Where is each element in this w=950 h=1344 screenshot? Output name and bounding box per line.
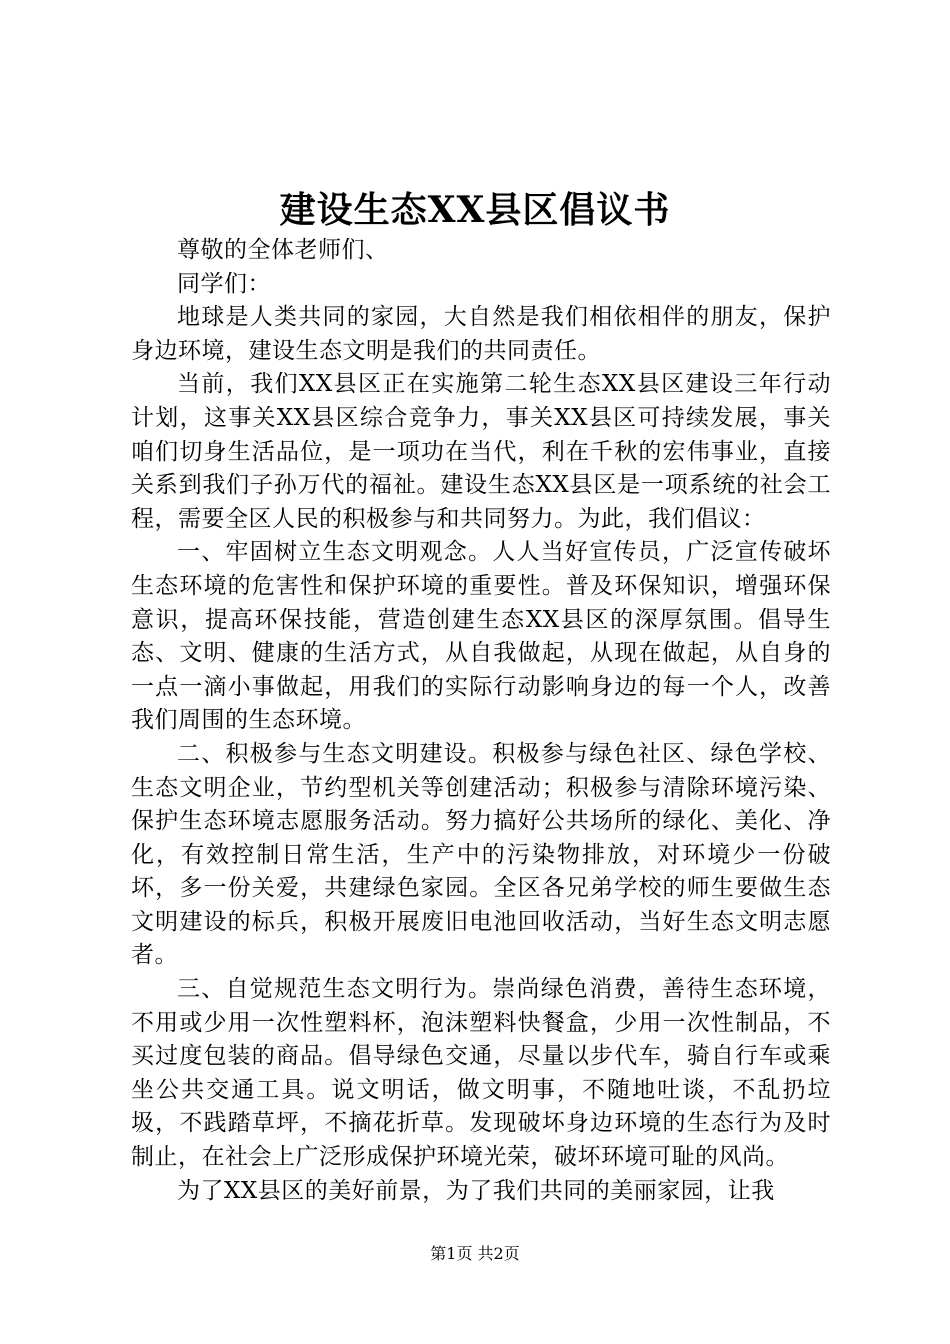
salutation-line-1: 尊敬的全体老师们、 — [177, 237, 389, 263]
body-paragraph: 三、自觉规范生态文明行为。崇尚绿色消费，善待生态环境，不用或少用一次性塑料杯，泡沫塑料快餐盒，少用一次性制品，不买过度包装的商品。倡导绿色交通，尽量以步代车，骑自行车或乘坐公共交通工具。说文明话，做文明事，不随地吐谈，不乱扔垃圾，不践踏草坪，不摘花折草。发现破坏身边环境的生态行为及时制止，在社会上广泛形成保护环境光荣，破坏环境可耻的风尚。 — [131, 976, 831, 1171]
body-paragraph: 地球是人类共同的家园，大自然是我们相依相伴的朋友，保护身边环境，建设生态文明是我们的共同责任。 — [131, 304, 831, 364]
page-footer: 第1页 共2页 — [430, 1244, 520, 1263]
document-body — [131, 234, 831, 1208]
salutation-line-2: 同学们： — [177, 270, 271, 297]
body-paragraph: 当前，我们XX县区正在实施第二轮生态XX县区建设三年行动计划，这事关XX县区综合竞争力，事关XX县区可持续发展，事关咱们切身生活品位，是一项功在当代，利在千秋的宏伟事业，直接关系到我们子孙万代的福祉。建设生态XX县区是一项系统的社会工程，需要全区人民的积极参与和共同努力。为此，我们倡议： — [131, 371, 831, 532]
body-paragraph: 二、积极参与生态文明建设。积极参与绿色社区、绿色学校、生态文明企业，节约型机关等创建活动；积极参与清除环境污染、保护生态环境志愿服务活动。努力搞好公共场所的绿化、美化、净化，有效控制日常生活，生产中的污染物排放，对环境少一份破坏，多一份关爱，共建绿色家园。全区各兄弟学校的师生要做生态文明建设的标兵，积极开展废旧电池回收活动，当好生态文明志愿者。 — [131, 740, 831, 969]
document-title: 建设生态XX县区倡议书 — [279, 189, 671, 231]
body-paragraph: 一、牢固树立生态文明观念。人人当好宣传员，广泛宣传破坏生态环境的危害性和保护环境的重要性。普及环保知识，增强环保意识，提高环保技能，营造创建生态XX县区的深厚氛围。倡导生态、文明、健康的生活方式，从自我做起，从现在做起，从自身的一点一滴小事做起，用我们的实际行动影响身边的每一个人，改善我们周围的生态环境。 — [131, 539, 831, 734]
body-paragraph: 为了XX县区的美好前景，为了我们共同的美丽家园，让我 — [177, 1177, 775, 1204]
